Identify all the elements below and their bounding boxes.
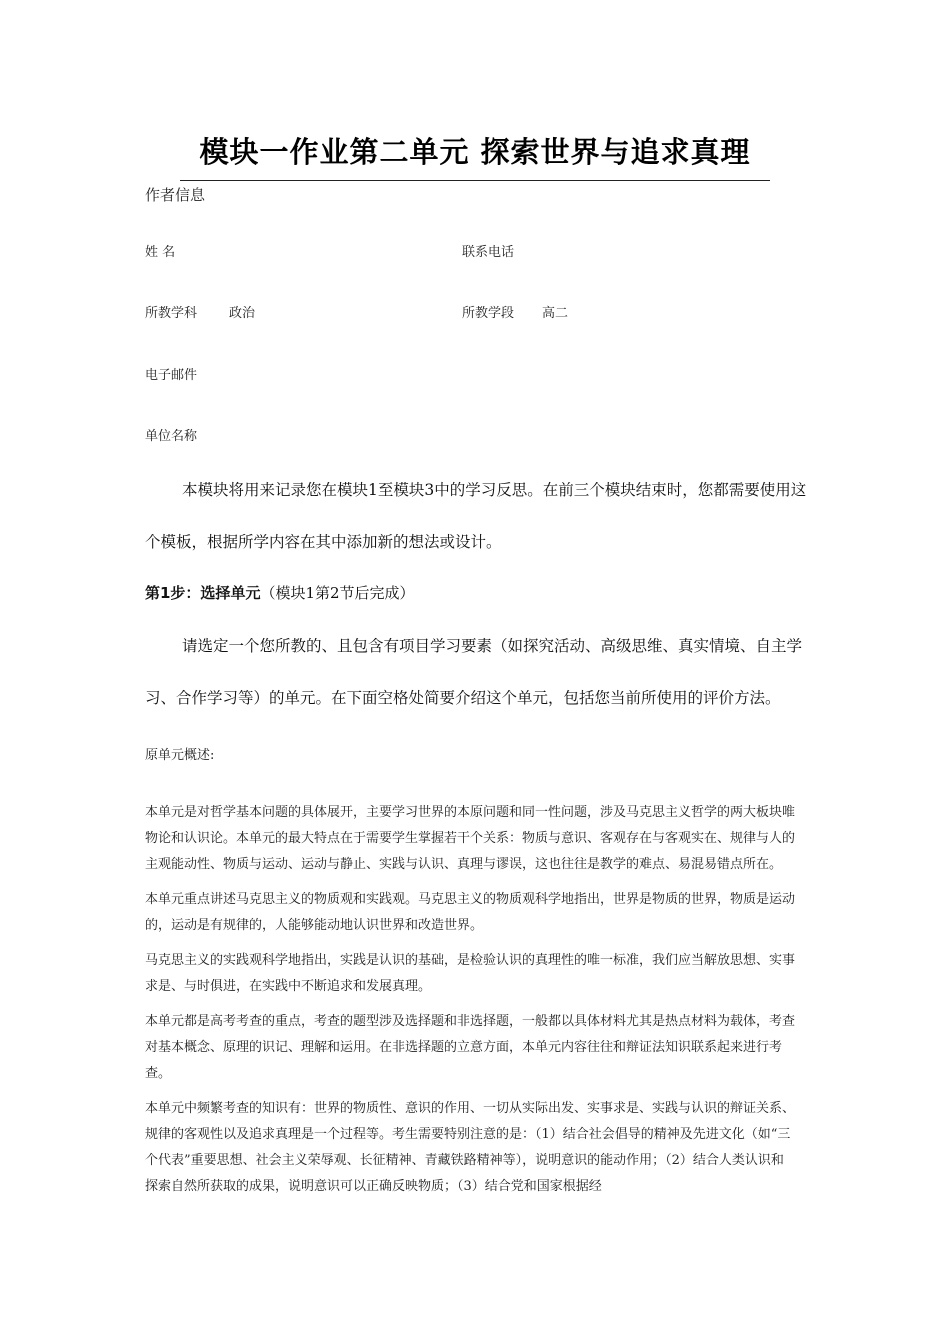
document-title: 模块一作业第二单元 探索世界与追求真理 <box>199 135 751 169</box>
name-field <box>145 241 175 260</box>
step1-heading <box>145 582 415 603</box>
overview-paragraph: 本单元是对哲学基本问题的具体展开，主要学习世界的本原问题和同一性问题，涉及马克思主义哲学的两大板块唯物论和认识论。本单元的最大特点在于需要学生掌握若干个关系：物质与意识、客观存在与客观实在、规律与人的主观能动性、物质与运动、运动与静止、实践与认识、真理与谬误，这也往往是教学的难点、易混易错点所在。 <box>145 805 796 872</box>
overview-paragraph: 本单元中频繁考查的知识有：世界的物质性、意识的作用、一切从实际出发、实事求是、实践与认识的辩证关系、规律的客观性以及追求真理是一个过程等。考生需要特别注意的是：（1）结合社会倡导的精神及先进文化（如“三个代表”重要思想、社会主义荣辱观、长征精神、青藏铁路精神等），说明意识的能动作用；（2）结合人类认识和探索自然所获取的成果，说明意识可以正确反映物质；（3）结合党和国家根据经 <box>145 1101 796 1194</box>
unit-field <box>145 425 197 444</box>
intro-section <box>145 464 815 568</box>
name-label: 姓 名 <box>145 245 176 260</box>
overview-label: 原单元概述: <box>145 748 215 763</box>
stage-label: 所教学段 <box>462 306 515 321</box>
email-label: 电子邮件 <box>145 368 198 383</box>
overview-paragraph: 马克思主义的实践观科学地指出，实践是认识的基础，是检验认识的真理性的唯一标准，我们应当解放思想、实事求是、与时俱进，在实践中不断追求和发展真理。 <box>145 953 796 994</box>
phone-label: 联系电话 <box>462 245 515 260</box>
subject-field <box>145 302 255 321</box>
step1-paragraph: 请选定一个您所教的、且包含有项目学习要素（如探究活动、高级思维、真实情境、自主学习、合作学习等）的单元。在下面空格处简要介绍这个单元，包括您当前所使用的评价方法。 <box>145 637 803 707</box>
step1-note: （模块1第2节后完成） <box>260 584 415 602</box>
stage-value: 高二 <box>542 306 569 321</box>
stage-field <box>462 302 568 321</box>
subject-label: 所教学科 <box>145 306 198 321</box>
title-underline <box>180 180 770 181</box>
phone-field <box>462 241 514 260</box>
subject-value: 政治 <box>229 306 256 321</box>
unit-label: 单位名称 <box>145 429 198 444</box>
overview-paragraph: 本单元重点讲述马克思主义的物质观和实践观。马克思主义的物质观科学地指出，世界是物质的世界，物质是运动的，运动是有规律的，人能够能动地认识世界和改造世界。 <box>145 892 796 933</box>
intro-paragraph: 本模块将用来记录您在模块1至模块3中的学习反思。在前三个模块结束时，您都需要使用这个模板，根据所学内容在其中添加新的想法或设计。 <box>145 481 807 551</box>
overview-body <box>145 800 795 1209</box>
step1-section <box>145 620 815 724</box>
email-field <box>145 364 197 383</box>
overview-paragraph: 本单元都是高考考查的重点，考查的题型涉及选择题和非选择题，一般都以具体材料尤其是热点材料为载体，考查对基本概念、原理的识记、理解和运用。在非选择题的立意方面，本单元内容往往和辩证法知识联系起来进行考查。 <box>145 1014 796 1081</box>
step1-title: 第1步：选择单元 <box>145 584 261 602</box>
author-info-heading: 作者信息 <box>145 186 206 204</box>
